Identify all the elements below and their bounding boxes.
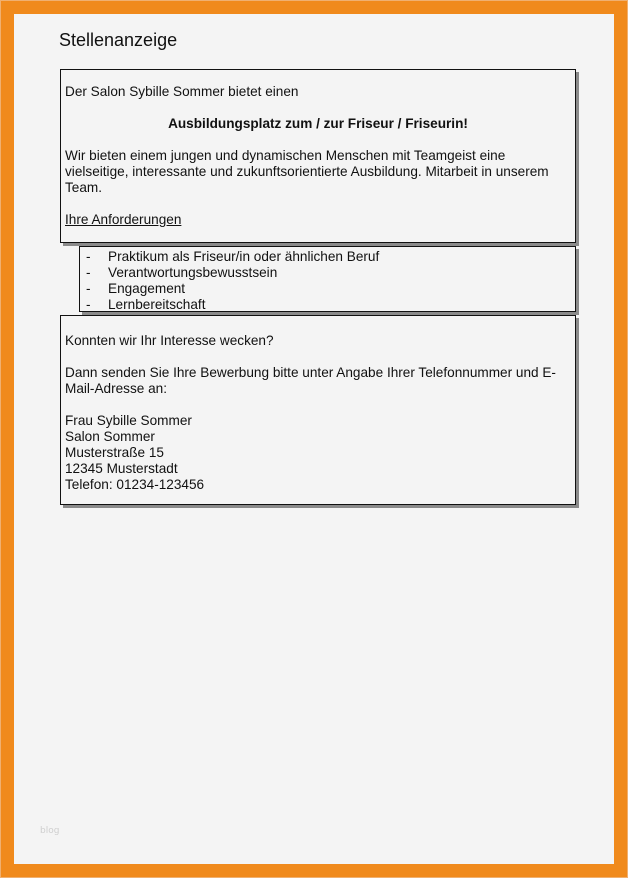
contact-phone: Telefon: 01234-123456 bbox=[65, 477, 205, 492]
job-description: Wir bieten einem jungen und dynamischen Menschen mit Teamgeist eine vielseitige, interessante und zukunftsorientierte Ausbildung. Mitarbeit in unserem Team. bbox=[65, 148, 549, 195]
requirement-text: Lernbereitschaft bbox=[108, 297, 206, 312]
requirement-item bbox=[84, 265, 571, 281]
requirement-text: Engagement bbox=[108, 281, 186, 296]
requirement-item bbox=[84, 249, 571, 265]
contact-name: Frau Sybille Sommer bbox=[65, 413, 192, 428]
requirement-item bbox=[84, 297, 571, 313]
bullet-dash: - bbox=[86, 297, 91, 312]
bullet-dash: - bbox=[86, 281, 91, 296]
contact-street: Musterstraße 15 bbox=[65, 445, 164, 460]
contact-box bbox=[60, 315, 576, 505]
requirement-text: Verantwortungsbewusstsein bbox=[108, 265, 278, 280]
requirement-item bbox=[84, 281, 571, 297]
job-headline: Ausbildungsplatz zum / zur Friseur / Friseurin! bbox=[168, 116, 468, 131]
contact-city: 12345 Musterstadt bbox=[65, 461, 178, 476]
interest-question: Konnten wir Ihr Interesse wecken? bbox=[65, 333, 274, 348]
document-title: Stellenanzeige bbox=[59, 30, 178, 50]
bullet-dash: - bbox=[86, 265, 91, 280]
contact-company: Salon Sommer bbox=[65, 429, 155, 444]
requirements-box bbox=[79, 246, 576, 312]
bullet-dash: - bbox=[86, 249, 91, 264]
intro-text: Der Salon Sybille Sommer bietet einen bbox=[65, 84, 299, 99]
application-instructions: Dann senden Sie Ihre Bewerbung bitte unter Angabe Ihrer Telefonnummer und E-Mail-Adresse an: bbox=[65, 365, 556, 396]
requirements-heading: Ihre Anforderungen bbox=[65, 212, 182, 227]
watermark: blog bbox=[40, 826, 60, 836]
offer-box bbox=[60, 69, 576, 243]
requirement-text: Praktikum als Friseur/in oder ähnlichen Beruf bbox=[108, 249, 380, 264]
